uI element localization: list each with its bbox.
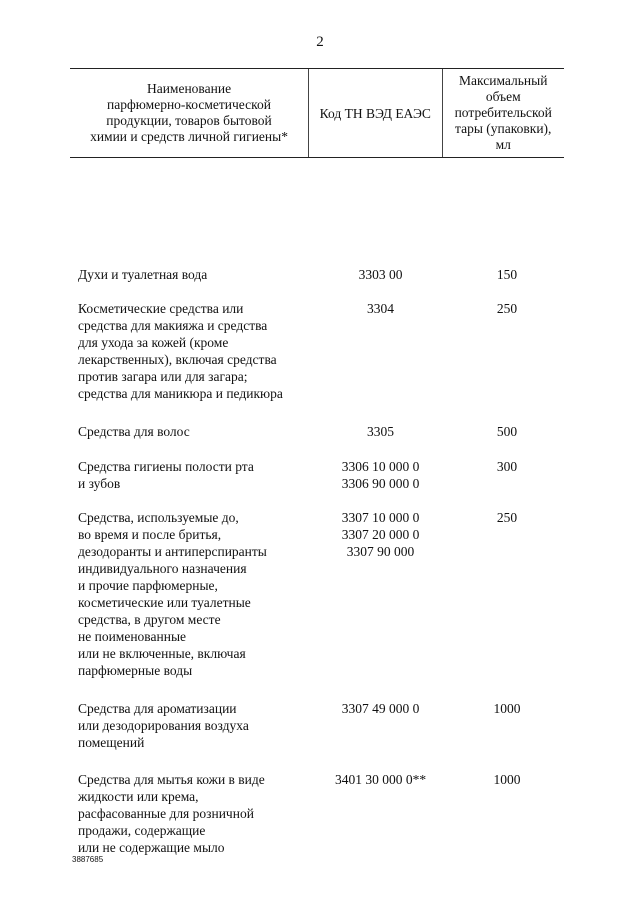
product-name-cell [70, 423, 309, 440]
max-volume-value: 250 [496, 301, 518, 316]
header-line: мл [495, 137, 511, 152]
product-name-cell [70, 700, 309, 751]
document-code: 3887685 [72, 855, 104, 864]
max-volume-value: 500 [496, 424, 518, 439]
tnved-code: 3401 30 000 0** [334, 772, 427, 787]
tnved-code: 3304 [367, 301, 394, 316]
product-name-line: продажи, содержащие [78, 823, 206, 838]
max-volume-value: 1000 [493, 701, 521, 716]
tnved-code: 3307 90 000 [346, 544, 415, 559]
product-name-cell [70, 266, 309, 283]
product-name-line: индивидуального назначения [78, 561, 247, 576]
table-row [70, 700, 564, 751]
product-name-line: Средства гигиены полости рта [78, 459, 254, 474]
table-row [70, 458, 564, 492]
header-line: парфюмерно-косметической [107, 97, 271, 112]
tnved-code: 3307 49 000 0 [341, 701, 420, 716]
product-name-line: для ухода за кожей (кроме [78, 335, 229, 350]
header-code [309, 69, 442, 157]
table-row [70, 509, 564, 679]
product-name-line: Средства, используемые до, [78, 510, 239, 525]
table-header [70, 68, 564, 158]
tnved-code-cell [309, 266, 442, 283]
header-line: потребительской [454, 105, 552, 120]
product-name-line: или не включенные, включая [78, 646, 246, 661]
product-name-cell [70, 300, 309, 402]
tnved-code-cell [309, 300, 442, 402]
tnved-code-cell [309, 423, 442, 440]
table-row [70, 266, 564, 283]
max-volume-cell [442, 300, 564, 402]
max-volume-cell [442, 423, 564, 440]
product-name-line: лекарственных), включая средства [78, 352, 277, 367]
product-name-line: Духи и туалетная вода [78, 267, 208, 282]
product-name-line: средства для макияжа и средства [78, 318, 268, 333]
header-product-name [70, 69, 309, 157]
product-name-line: Средства для ароматизации [78, 701, 237, 716]
tnved-code-cell [309, 771, 442, 856]
max-volume-value: 250 [496, 510, 518, 525]
tnved-code: 3306 90 000 0 [341, 476, 420, 491]
tnved-code: 3307 10 000 0 [341, 510, 420, 525]
product-name-line: и прочие парфюмерные, [78, 578, 218, 593]
product-name-line: косметические или туалетные [78, 595, 251, 610]
product-name-line: парфюмерные воды [78, 663, 193, 678]
product-name-line: или дезодорирования воздуха [78, 718, 249, 733]
header-line: Код ТН ВЭД ЕАЭС [319, 106, 431, 121]
product-name-line: Косметические средства или [78, 301, 244, 316]
products-table [70, 68, 564, 855]
product-name-line: не поименованные [78, 629, 186, 644]
header-line: Максимальный [459, 73, 548, 88]
product-name-line: средства, в другом месте [78, 612, 221, 627]
max-volume-cell [442, 266, 564, 283]
header-line: тары (упаковки), [455, 121, 552, 136]
tnved-code: 3305 [367, 424, 394, 439]
tnved-code: 3307 20 000 0 [341, 527, 420, 542]
max-volume-cell [442, 458, 564, 492]
max-volume-value: 300 [496, 459, 518, 474]
header-line: Наименование [146, 81, 232, 96]
tnved-code-cell [309, 458, 442, 492]
table-row [70, 423, 564, 440]
max-volume-cell [442, 700, 564, 751]
product-name-line: жидкости или крема, [78, 789, 199, 804]
product-name-line: помещений [78, 735, 145, 750]
product-name-line: во время и после бритья, [78, 527, 222, 542]
page-number: 2 [316, 34, 324, 50]
max-volume-value: 1000 [493, 772, 521, 787]
product-name-cell [70, 509, 309, 679]
header-line: объем [485, 89, 521, 104]
max-volume-cell [442, 509, 564, 679]
max-volume-value: 150 [496, 267, 518, 282]
tnved-code-cell [309, 700, 442, 751]
product-name-line: Средства для мытья кожи в виде [78, 772, 265, 787]
tnved-code: 3303 00 [358, 267, 403, 282]
table-row [70, 771, 564, 856]
product-name-line: Средства для волос [78, 424, 190, 439]
product-name-cell [70, 458, 309, 492]
product-name-line: дезодоранты и антиперспиранты [78, 544, 267, 559]
product-name-line: против загара или для загара; [78, 369, 248, 384]
table-row [70, 300, 564, 402]
product-name-cell [70, 771, 309, 856]
header-max-volume [443, 69, 565, 157]
max-volume-cell [442, 771, 564, 856]
product-name-line: расфасованные для розничной [78, 806, 254, 821]
product-name-line: или не содержащие мыло [78, 840, 225, 855]
product-name-line: средства для маникюра и педикюра [78, 386, 283, 401]
header-line: химии и средств личной гигиены* [90, 129, 288, 144]
tnved-code: 3306 10 000 0 [341, 459, 420, 474]
product-name-line: и зубов [78, 476, 121, 491]
header-line: продукции, товаров бытовой [106, 113, 272, 128]
tnved-code-cell [309, 509, 442, 679]
